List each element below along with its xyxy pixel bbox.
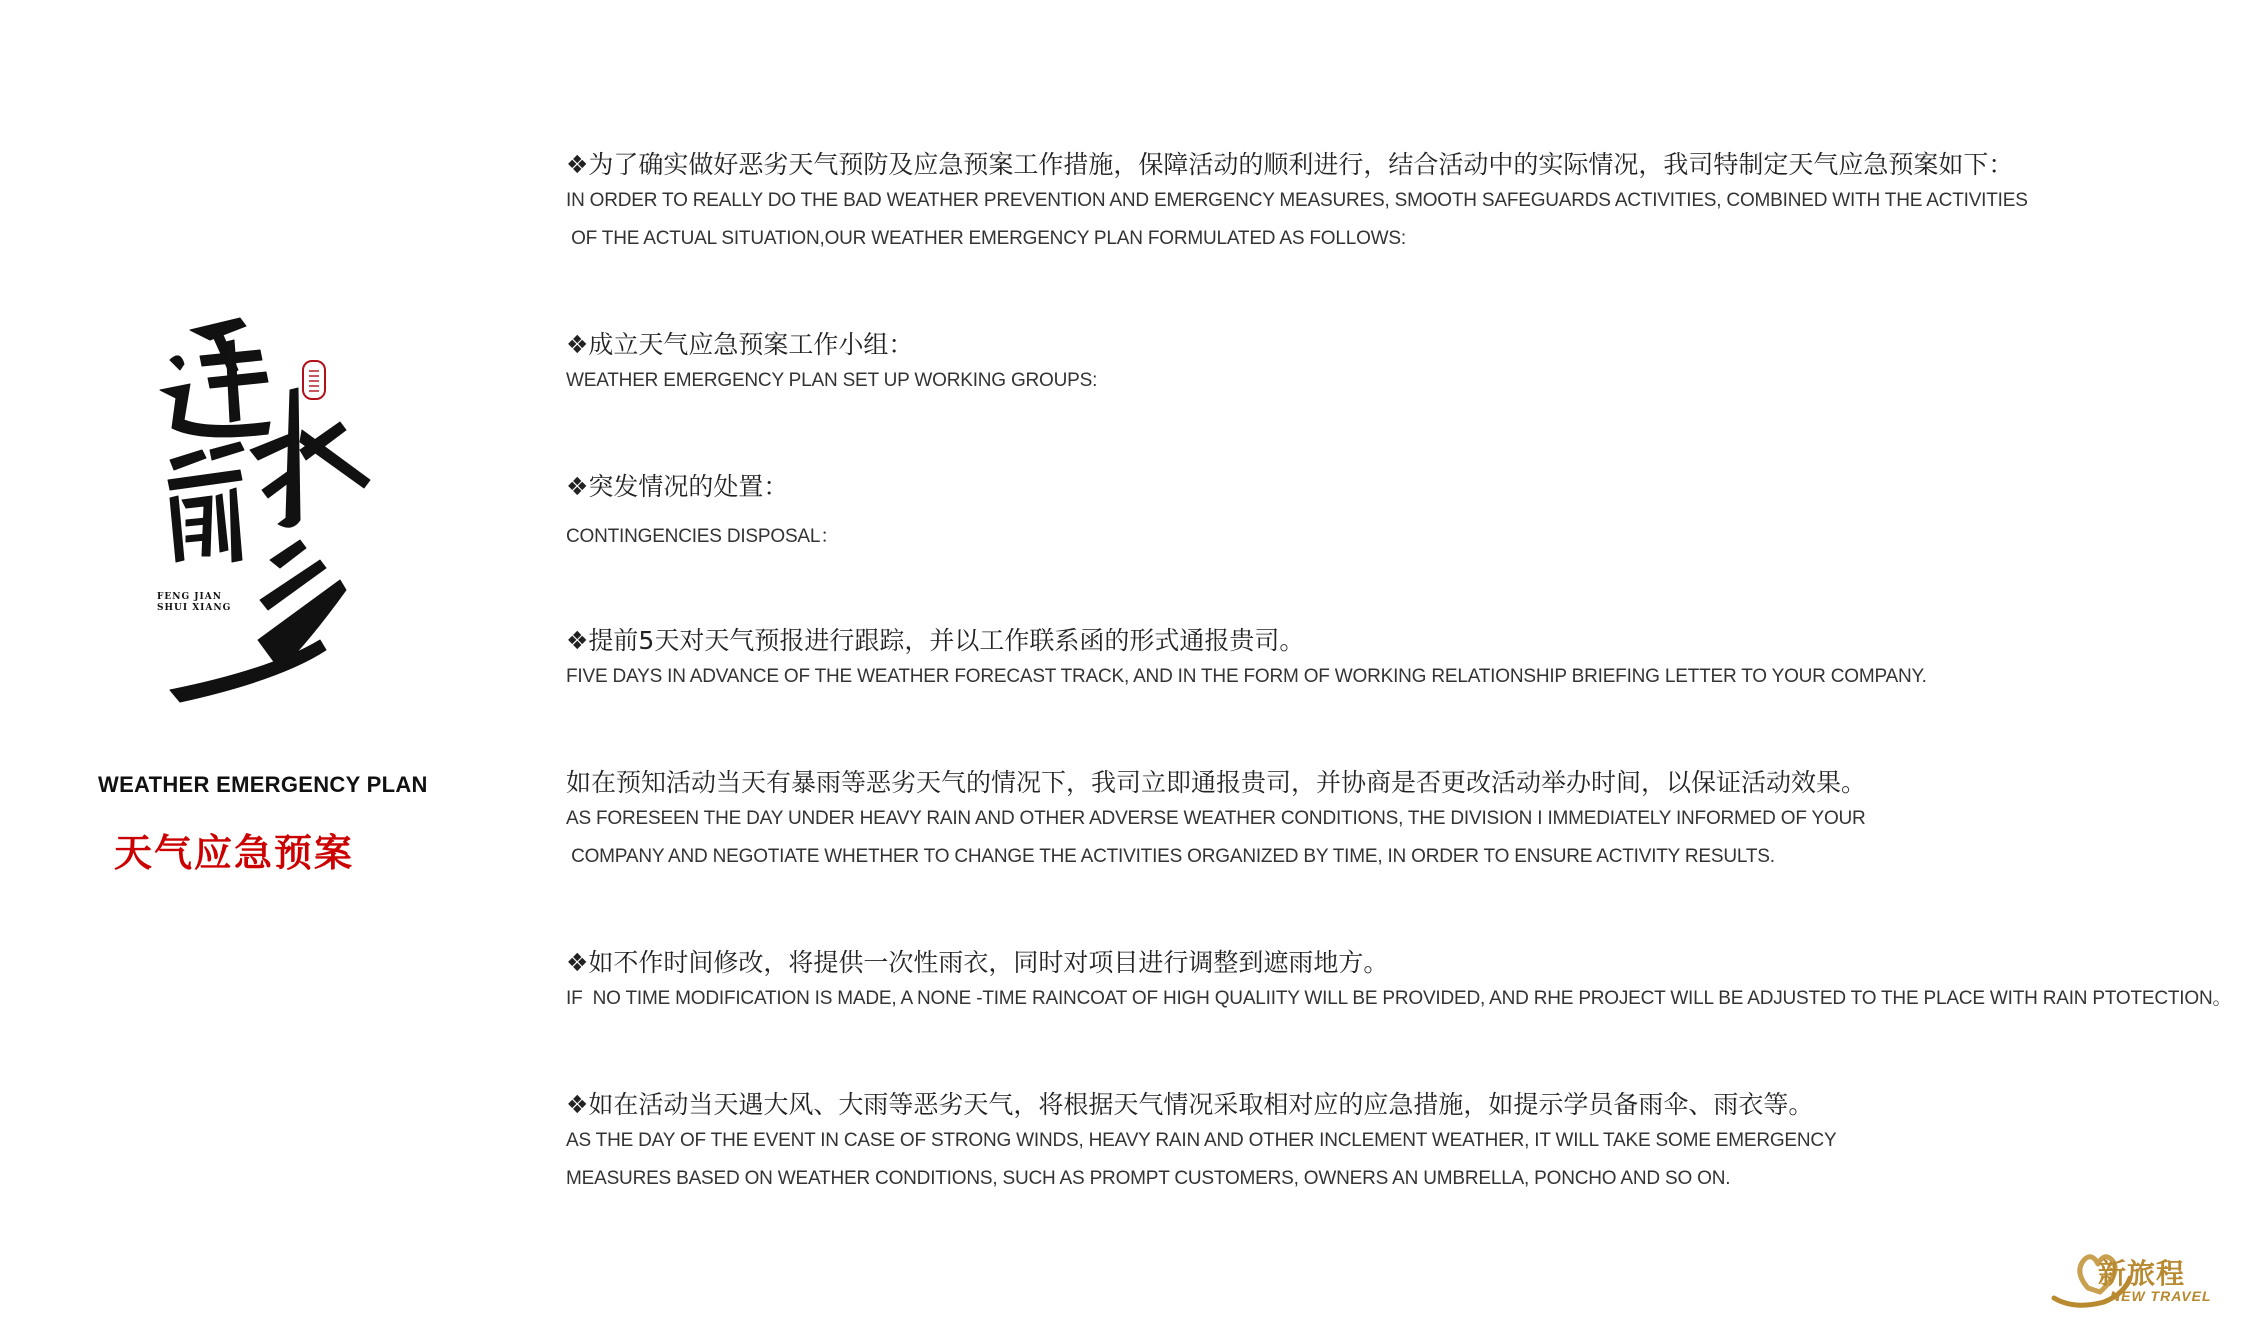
- calligraphy-logo: [150, 310, 390, 710]
- brand-subtitle-line2: SHUI XIANG: [157, 603, 232, 613]
- section-en-line1: AS THE DAY OF THE EVENT IN CASE OF STRONG WINDS, HEAVY RAIN AND OTHER INCLEMENT WEATHER, IT WILL TAKE SOME EMERGENCY: [566, 1130, 1837, 1151]
- section-zh: 如在预知活动当天有暴雨等恶劣天气的情况下，我司立即通报贵司，并协商是否更改活动举办时间，以保证活动效果。: [566, 768, 1867, 797]
- section-en-line2: COMPANY AND NEGOTIATE WHETHER TO CHANGE THE ACTIVITIES ORGANIZED BY TIME, IN ORDER TO ENSURE ACTIVITY RESULTS.: [566, 846, 1775, 867]
- section-zh: ❖如不作时间修改，将提供一次性雨衣，同时对项目进行调整到遮雨地方。: [566, 948, 1389, 977]
- brand-subtitle: [157, 592, 231, 614]
- section-zh: ❖成立天气应急预案工作小组：: [566, 330, 914, 359]
- section-heavy-rain: [566, 766, 2246, 876]
- section-raincoat: [566, 946, 2246, 1018]
- section-forecast: [566, 624, 2246, 696]
- section-strong-winds: [566, 1088, 2246, 1198]
- logo-text-cn: 新旅程: [2098, 1257, 2186, 1290]
- section-en-line1: FIVE DAYS IN ADVANCE OF THE WEATHER FORECAST TRACK, AND IN THE FORM OF WORKING RELATIONSHIP BRIEFING LETTER TO YOUR COMPANY.: [566, 666, 1927, 687]
- section-en-line1: IN ORDER TO REALLY DO THE BAD WEATHER PREVENTION AND EMERGENCY MEASURES, SMOOTH SAFEGUARDS ACTIVITIES, COMBINED WITH THE ACTIVITIES: [566, 190, 2028, 211]
- section-en-line1: AS FORESEEN THE DAY UNDER HEAVY RAIN AND OTHER ADVERSE WEATHER CONDITIONS, THE DIVISION I IMMEDIATELY INFORMED OF YOUR: [566, 808, 1866, 829]
- brand-subtitle-line1: FENG JIAN: [157, 592, 222, 602]
- section-working-group: [566, 328, 2246, 400]
- section-zh: ❖为了确实做好恶劣天气预防及应急预案工作措施，保障活动的顺利进行，结合活动中的实际情况，我司特制定天气应急预案如下：: [566, 150, 2014, 179]
- logo-text-en: NEW TRAVEL: [2110, 1288, 2212, 1304]
- section-contingencies: [566, 470, 2246, 556]
- section-en-line1: WEATHER EMERGENCY PLAN SET UP WORKING GROUPS:: [566, 370, 1098, 391]
- section-en-line2: MEASURES BASED ON WEATHER CONDITIONS, SUCH AS PROMPT CUSTOMERS, OWNERS AN UMBRELLA, PONCHO AND SO ON.: [566, 1168, 1731, 1189]
- section-zh: ❖如在活动当天遇大风、大雨等恶劣天气，将根据天气情况采取相对应的应急措施，如提示学员备雨伞、雨衣等。: [566, 1090, 1814, 1119]
- section-en-line1: CONTINGENCIES DISPOSAL：: [566, 526, 840, 547]
- section-intro: [566, 148, 2246, 258]
- plan-title-cn: 天气应急预案: [114, 831, 355, 875]
- plan-title-en: WEATHER EMERGENCY PLAN: [98, 772, 428, 797]
- section-en-line2: OF THE ACTUAL SITUATION,OUR WEATHER EMERGENCY PLAN FORMULATED AS FOLLOWS:: [566, 228, 1406, 249]
- section-en-line1: IF NO TIME MODIFICATION IS MADE, A NONE -TIME RAINCOAT OF HIGH QUALIITY WILL BE PROVIDED, AND RHE PROJECT WILL BE ADJUSTED TO THE PLACE WITH RAIN PTOTECTION。: [566, 988, 2232, 1009]
- section-zh: ❖突发情况的处置：: [566, 472, 789, 501]
- red-seal-stamp: [302, 360, 326, 400]
- section-zh: ❖提前5天对天气预报进行跟踪，并以工作联系函的形式通报贵司。: [566, 626, 1305, 655]
